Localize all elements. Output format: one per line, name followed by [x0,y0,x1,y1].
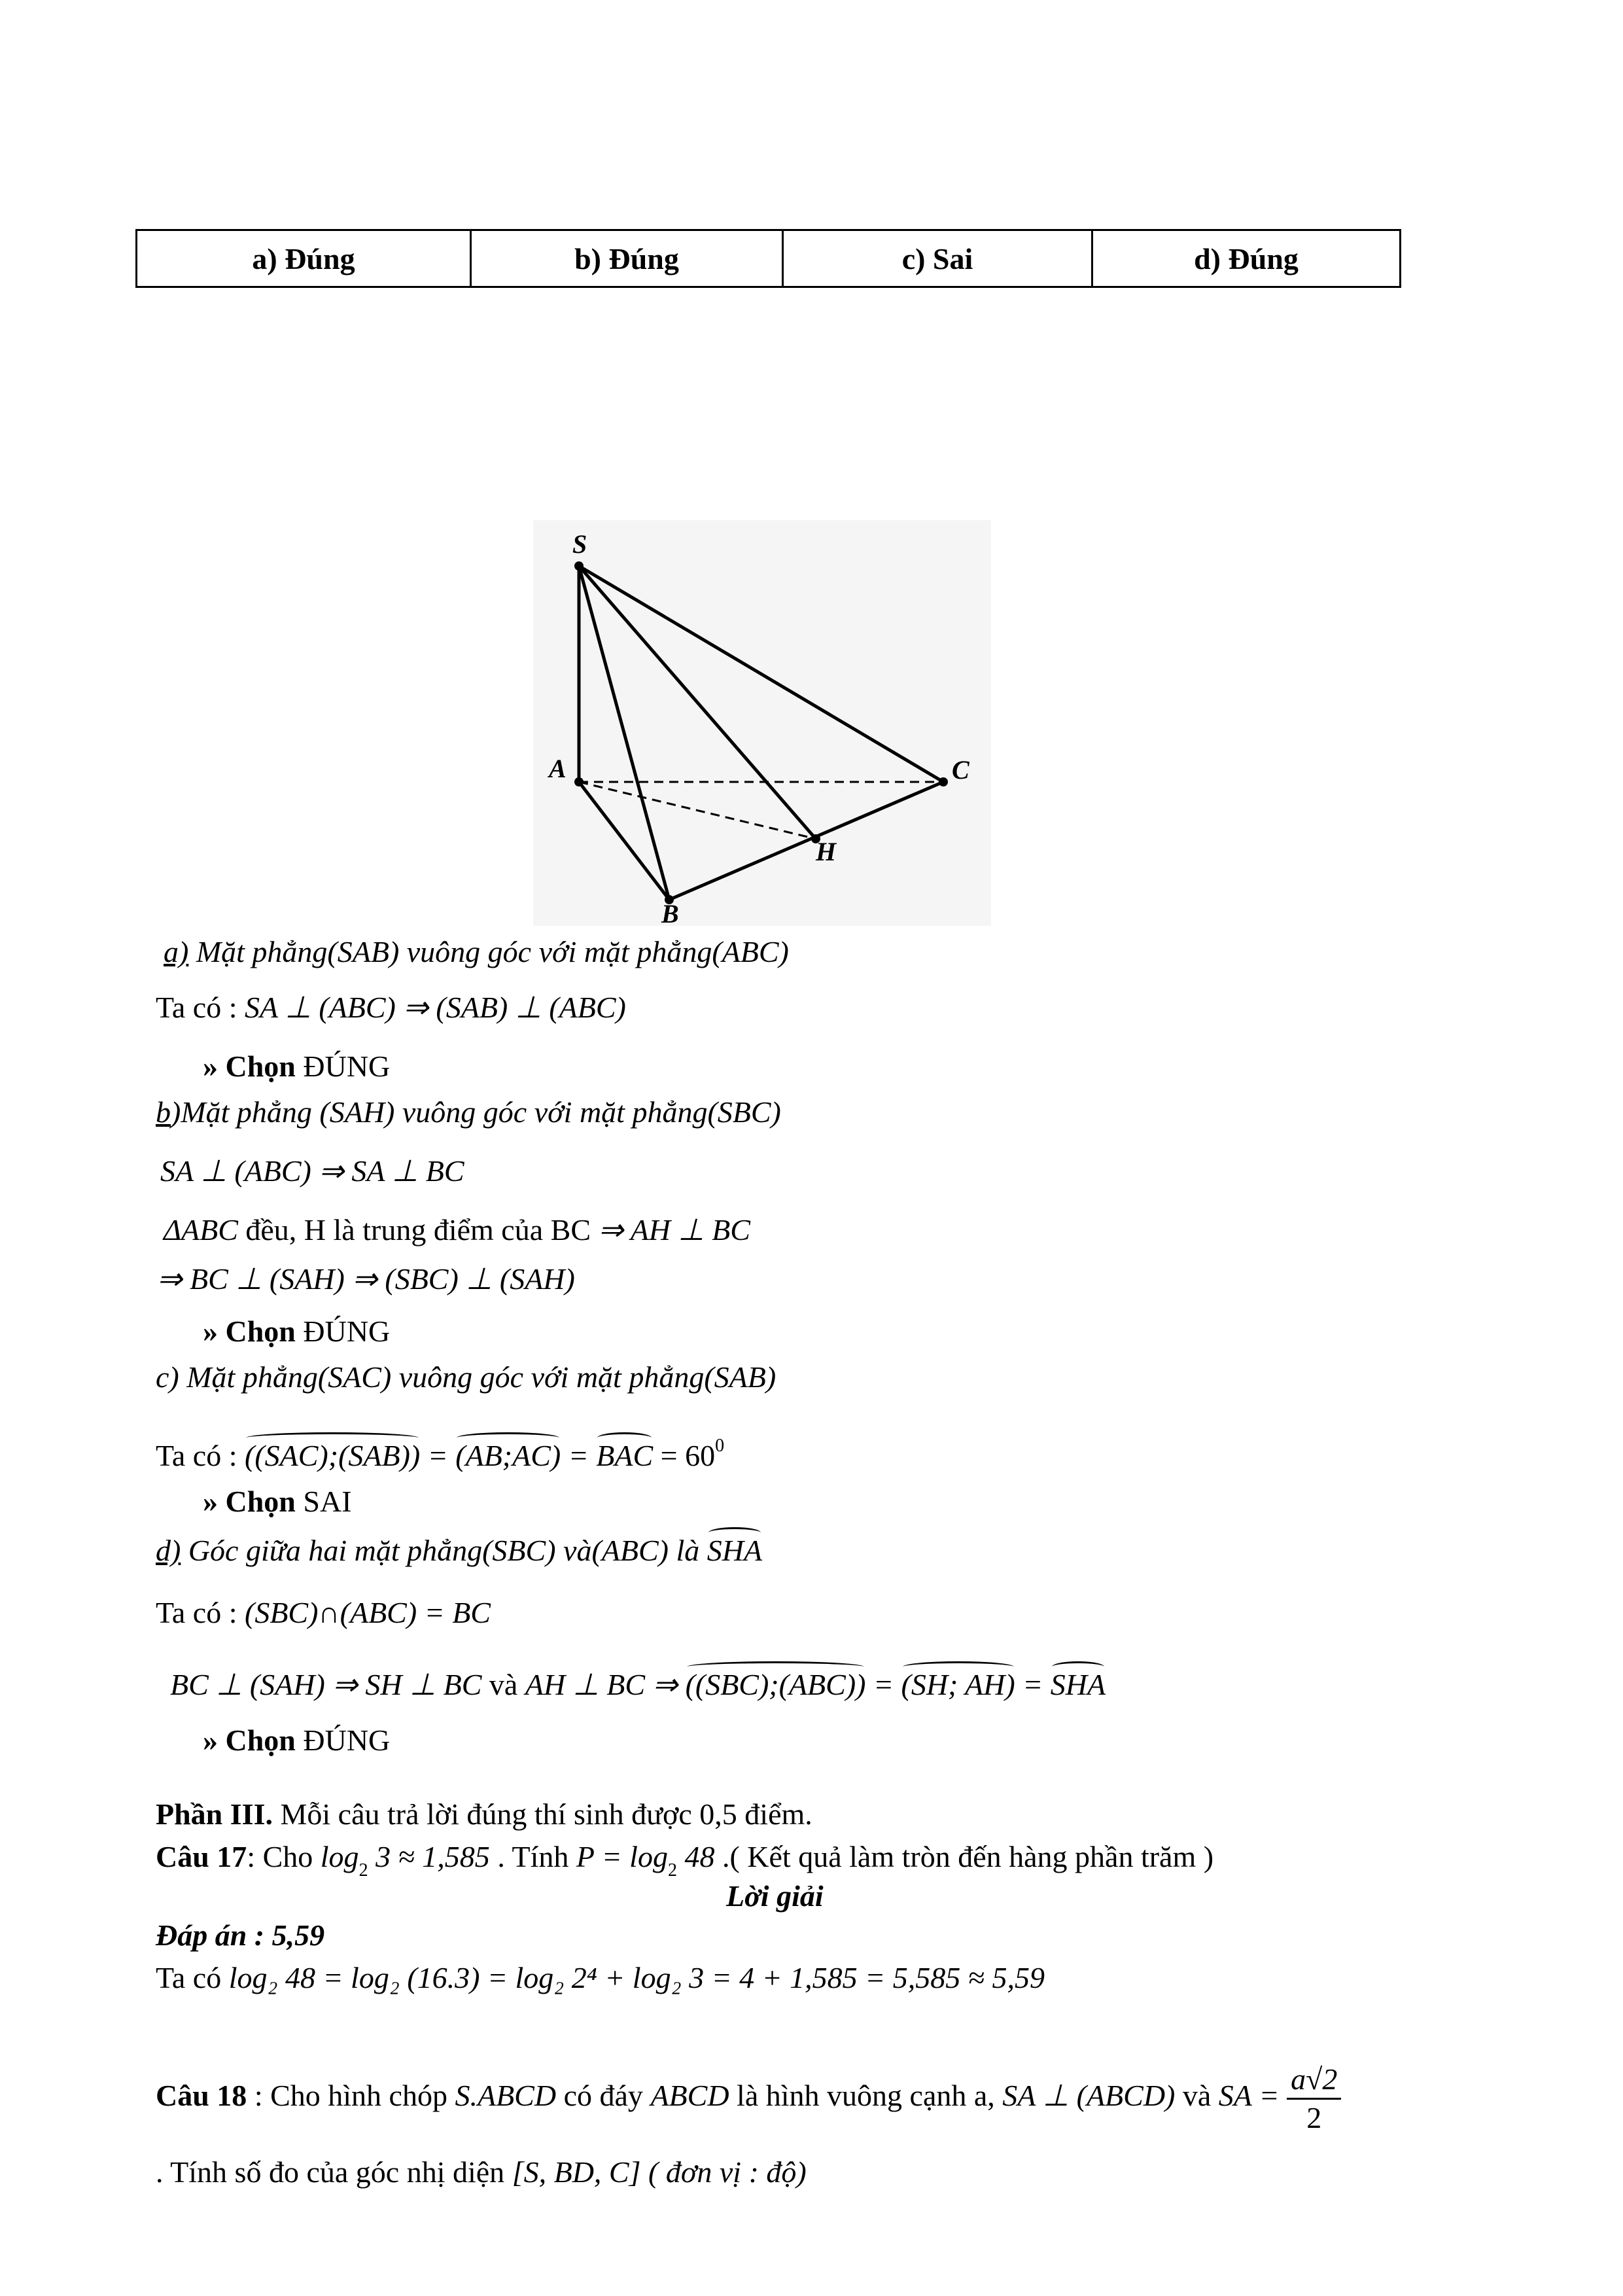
q17-solution-title: Lời giải [726,1879,824,1913]
part-c-reason: Ta có : ((SAC);(SAB)) = (AB;AC) = BAC = $60^0$ [156,1426,724,1475]
part-a-reason: Ta có : SA ⊥ (ABC) ⇒ (SAB) ⊥ (ABC) [156,991,626,1024]
part-d-statement: d) Góc giữa hai mặt phẳng(SBC) và(ABC) là SHA [156,1531,762,1570]
label-S: S [572,529,587,559]
part-d-choice: » Chọn ĐÚNG [203,1723,391,1757]
part-d-intersect: Ta có : (SBC)∩(ABC) = BC [156,1596,491,1629]
part-d-reason: BC ⊥ (SAH) ⇒ SH ⊥ BC và AH ⊥ BC ⇒ ((SBC);(ABC)) = (SH; AH) = SHA [170,1665,1106,1704]
label-B: B [661,899,679,926]
part-b-line2: ΔABC đều, H là trung điểm của BC ⇒ AH ⊥ BC [164,1213,750,1246]
part-b-statement: b)Mặt phẳng (SAH) vuông góc với mặt phẳng(SBC) [156,1095,781,1129]
q18-fraction: $\frac{a√2}{2}$ [1287,2061,1341,2136]
part-b-line3: ⇒ BC ⊥ (SAH) ⇒ (SBC) ⊥ (SAH) [157,1262,575,1296]
part-b-line1: SA ⊥ (ABC) ⇒ SA ⊥ BC [160,1154,464,1188]
answer-cell-b: b) Đúng [471,230,783,287]
q18-question: Câu 18 : Cho hình chóp S.ABCD có đáy ABCD là hình vuông cạnh a, SA ⊥ (ABCD) và SA = $\frac{a√2}{2}$ [156,2061,1341,2136]
answer-cell-c: c) Sai [783,230,1092,287]
part3-heading: Phần III. Mỗi câu trả lời đúng thí sinh được 0,5 điểm. [156,1797,812,1831]
q17-work: Ta có log₂ 48 = log₂ (16.3) = log₂ 2⁴ + log₂ 3 = 4 + 1,585 = 5,585 ≈ 5,59 [156,1961,1045,1994]
label-H: H [816,837,837,866]
label-A: A [549,754,567,783]
label-C: C [952,755,969,785]
part-a-statement: a) Mặt phẳng(SAB) vuông góc với mặt phẳng(ABC) [164,935,789,968]
q18-question-line2: . Tính số đo của góc nhị diện [S, BD, C] ( đơn vị : độ) [156,2155,807,2189]
pyramid-figure [533,520,991,926]
part-c-choice: » Chọn SAI [203,1485,352,1518]
q17-answer: Đáp án : 5,59 [156,1918,325,1952]
part-c-statement: c) Mặt phẳng(SAC) vuông góc với mặt phẳng(SAB) [156,1360,777,1394]
answer-cell-a: a) Đúng [137,230,471,287]
part-a-choice: » Chọn ĐÚNG [203,1050,391,1083]
answer-table [135,229,1401,288]
answer-cell-d: d) Đúng [1092,230,1401,287]
q17-question: Câu 17: Cho $\log_2 3 \approx 1,585$ . Tính $P = \log_2 48$ .( Kết quả làm tròn đến hàng phần trăm ) [156,1840,1214,1881]
part-b-choice: » Chọn ĐÚNG [203,1315,391,1348]
